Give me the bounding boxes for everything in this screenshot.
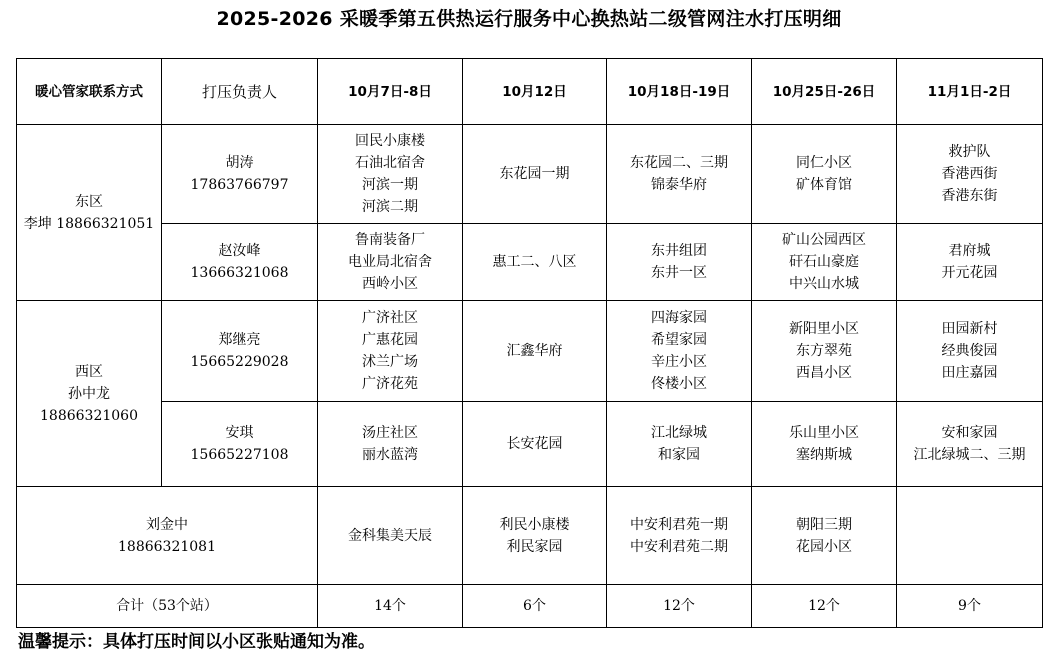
community-name: 东井一区 (651, 265, 707, 281)
community-name: 安和家园 (941, 425, 998, 441)
owner-name: 郑继亮 (218, 332, 261, 348)
header-date: 10月12日 (463, 59, 607, 125)
community-name: 塞纳斯城 (796, 447, 852, 463)
community-name: 鲁南装备厂 (355, 232, 425, 248)
community-name: 中安利君苑一期 (630, 516, 728, 533)
community-cell (897, 224, 1043, 301)
total-row (17, 585, 1043, 628)
owner-cell (162, 125, 318, 224)
community-name: 和家园 (658, 447, 700, 463)
community-name: 西岭小区 (362, 276, 418, 292)
header-row (17, 59, 1043, 125)
community-cell (607, 125, 752, 224)
table-row (17, 125, 1043, 224)
community-cell (752, 125, 897, 224)
community-cell (752, 487, 897, 585)
community-cell (463, 301, 607, 402)
community-cell-empty (897, 487, 1043, 585)
total-count: 9个 (897, 585, 1043, 628)
table-row (17, 402, 1043, 487)
community-cell (318, 224, 463, 301)
owner-phone: 15665227108 (190, 447, 289, 463)
community-name: 辛庄小区 (651, 354, 707, 370)
community-name: 香港东街 (941, 188, 998, 204)
community-name: 河滨一期 (362, 177, 418, 193)
owner-phone: 15665229028 (190, 354, 289, 370)
community-name: 乐山里小区 (789, 425, 859, 441)
community-name: 金科集美天辰 (348, 527, 432, 544)
community-cell (318, 125, 463, 224)
community-name: 中安利君苑二期 (630, 538, 728, 555)
community-cell (463, 402, 607, 487)
community-name: 汤庄社区 (362, 425, 418, 441)
community-name: 广济花苑 (362, 376, 418, 392)
district-cell-west (17, 301, 162, 487)
community-name: 锦泰华府 (651, 177, 707, 193)
table-row (17, 487, 1043, 585)
community-cell (607, 301, 752, 402)
community-name: 东花园一期 (499, 166, 570, 182)
community-cell (752, 301, 897, 402)
owner-cell (162, 224, 318, 301)
owner-phone: 18866321081 (118, 538, 216, 555)
total-label: 合计（53个站） (17, 585, 318, 628)
community-name: 田庄嘉园 (941, 365, 998, 381)
community-cell (318, 301, 463, 402)
community-cell (897, 402, 1043, 487)
community-name: 东花园二、三期 (630, 155, 728, 171)
community-name: 希望家园 (651, 332, 707, 348)
table-row (17, 224, 1043, 301)
header-date: 11月1日-2日 (897, 59, 1043, 125)
total-count: 12个 (607, 585, 752, 628)
owner-cell (162, 301, 318, 402)
header-owner: 打压负责人 (162, 59, 318, 125)
owner-name: 刘金中 (146, 516, 188, 533)
community-name: 利民家园 (506, 538, 563, 555)
total-count: 12个 (752, 585, 897, 628)
table-row (17, 301, 1043, 402)
community-cell (607, 402, 752, 487)
header-contact: 暖心管家联系方式 (17, 59, 162, 125)
community-cell (463, 487, 607, 585)
total-count: 6个 (463, 585, 607, 628)
community-name: 中兴山水城 (789, 276, 859, 292)
district-name: 西区 (75, 363, 103, 380)
owner-phone: 17863766797 (190, 177, 289, 193)
community-name: 矿体育馆 (796, 177, 852, 193)
community-name: 新阳里小区 (789, 321, 859, 337)
community-name: 广济社区 (362, 310, 418, 326)
community-cell (897, 301, 1043, 402)
community-name: 沭兰广场 (362, 354, 418, 370)
community-name: 救护队 (948, 144, 991, 160)
footer-tip: 温馨提示：具体打压时间以小区张贴通知为准。 (18, 632, 375, 652)
community-cell (607, 224, 752, 301)
owner-name: 安琪 (225, 425, 254, 441)
total-count: 14个 (318, 585, 463, 628)
district-manager-phone: 18866321060 (40, 407, 138, 424)
community-name: 花园小区 (796, 538, 852, 555)
header-date: 10月25日-26日 (752, 59, 897, 125)
community-name: 同仁小区 (796, 155, 852, 171)
header-date: 10月7日-8日 (318, 59, 463, 125)
community-cell (752, 224, 897, 301)
page-title: 2025-2026 采暖季第五供热运行服务中心换热站二级管网注水打压明细 (216, 8, 842, 30)
community-name: 佟楼小区 (651, 376, 707, 392)
community-cell (463, 224, 607, 301)
community-name: 开元花园 (941, 265, 998, 281)
community-cell (752, 402, 897, 487)
pressure-test-table (16, 58, 1043, 628)
community-name: 河滨二期 (362, 199, 418, 215)
community-name: 江北绿城二、三期 (913, 447, 1026, 463)
community-name: 利民小康楼 (499, 516, 570, 533)
community-name: 惠工二、八区 (492, 254, 577, 270)
community-name: 丽水蓝湾 (362, 447, 418, 463)
community-name: 朝阳三期 (796, 516, 852, 533)
community-name: 长安花园 (506, 436, 563, 452)
community-name: 东方翠苑 (796, 343, 852, 359)
community-name: 回民小康楼 (355, 133, 425, 149)
community-name: 矿山公园西区 (782, 232, 866, 248)
district-manager: 李坤 18866321051 (23, 215, 155, 232)
community-name: 君府城 (948, 243, 991, 259)
community-name: 广惠花园 (362, 332, 418, 348)
community-name: 江北绿城 (651, 425, 707, 441)
community-name: 矸石山豪庭 (789, 254, 859, 270)
owner-name: 胡涛 (225, 155, 254, 171)
community-name: 田园新村 (941, 321, 998, 337)
community-name: 香港西街 (941, 166, 998, 182)
owner-cell (162, 402, 318, 487)
community-name: 石油北宿舍 (355, 155, 425, 171)
community-cell (897, 125, 1043, 224)
community-name: 经典俊园 (941, 343, 998, 359)
district-name: 东区 (75, 193, 103, 210)
community-cell (607, 487, 752, 585)
owner-name: 赵汝峰 (218, 243, 261, 259)
community-cell (318, 402, 463, 487)
community-name: 汇鑫华府 (506, 343, 563, 359)
community-name: 四海家园 (651, 310, 707, 326)
owner-phone: 13666321068 (190, 265, 289, 281)
community-name: 西昌小区 (796, 365, 852, 381)
district-cell-east (17, 125, 162, 301)
community-name: 东井组团 (651, 243, 707, 259)
community-cell (463, 125, 607, 224)
owner-cell (17, 487, 318, 585)
community-name: 电业局北宿舍 (348, 254, 432, 270)
header-date: 10月18日-19日 (607, 59, 752, 125)
district-manager: 孙中龙 (68, 385, 110, 402)
community-cell (318, 487, 463, 585)
